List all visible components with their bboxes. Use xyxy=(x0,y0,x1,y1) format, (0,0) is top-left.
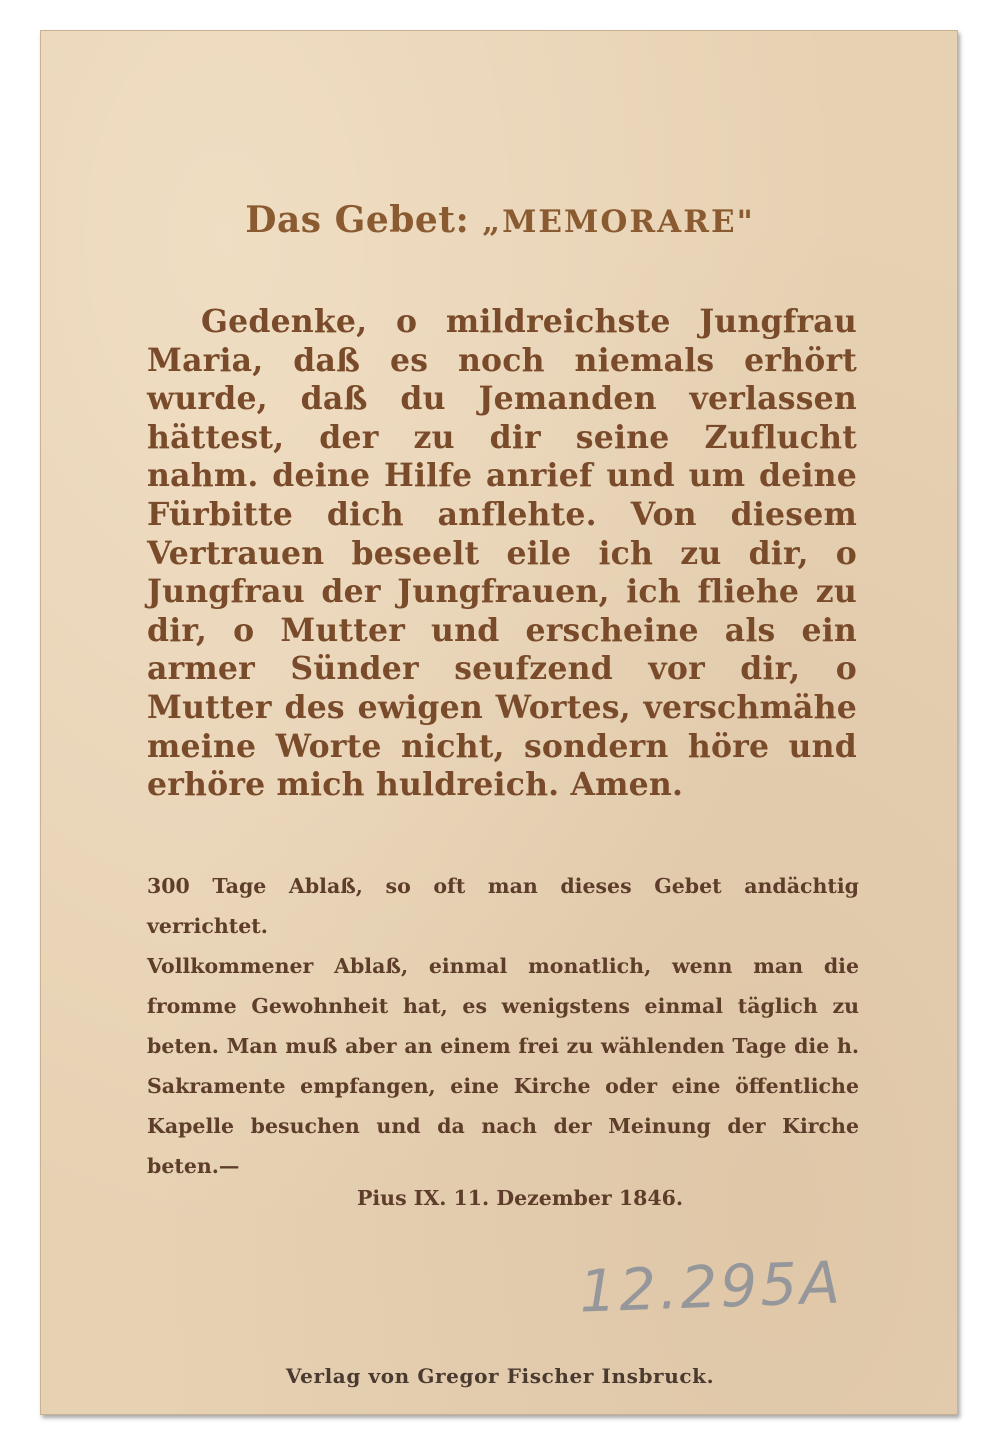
indulgence-note: 300 Tage Ablaß, so oft man dieses Gebet andächtig verrichtet. xyxy=(147,874,859,938)
prayer-title xyxy=(41,199,959,241)
prayer-text: Gedenke, o mildreichste Jungfrau Maria, daß es noch niemals erhört wurde, daß du Jemanden verlassen hättest, der zu dir seine Zuflucht nahm. deine Hilfe anrief und um deine Fürbitte dich anflehte. Von diesem Vertrauen beseelt eile ich zu dir, o Jungfrau der Jungfrauen, ich fliehe zu dir, o Mutter und erscheine als ein armer Sünder seufzend vor dir, o Mutter des ewigen Wortes, verschmähe meine Worte nicht, sondern höre und erhöre mich huldreich. Amen. xyxy=(147,303,857,804)
indulgence-notes xyxy=(147,866,859,1186)
publisher-line: Verlag von Gregor Fischer Insbruck. xyxy=(285,1364,715,1388)
indulgence-note: Vollkommener Ablaß, einmal monatlich, wenn man die fromme Gewohnheit hat, es wenigstens einmal täglich zu beten. Man muß aber an einem frei zu wählenden Tage die h. Sakramente empfangen, eine Kirche oder eine öffentliche Kapelle besuchen und da nach der Meinung der Kirche beten.— xyxy=(147,954,859,1178)
papal-signature: Pius IX. 11. Dezember 1846. xyxy=(356,1186,684,1210)
title-prefix: Das Gebet: xyxy=(245,199,483,241)
handwritten-number: 12.295A xyxy=(578,1248,844,1326)
title-name: „MEMORARE" xyxy=(482,204,755,240)
prayer-card xyxy=(40,30,958,1415)
